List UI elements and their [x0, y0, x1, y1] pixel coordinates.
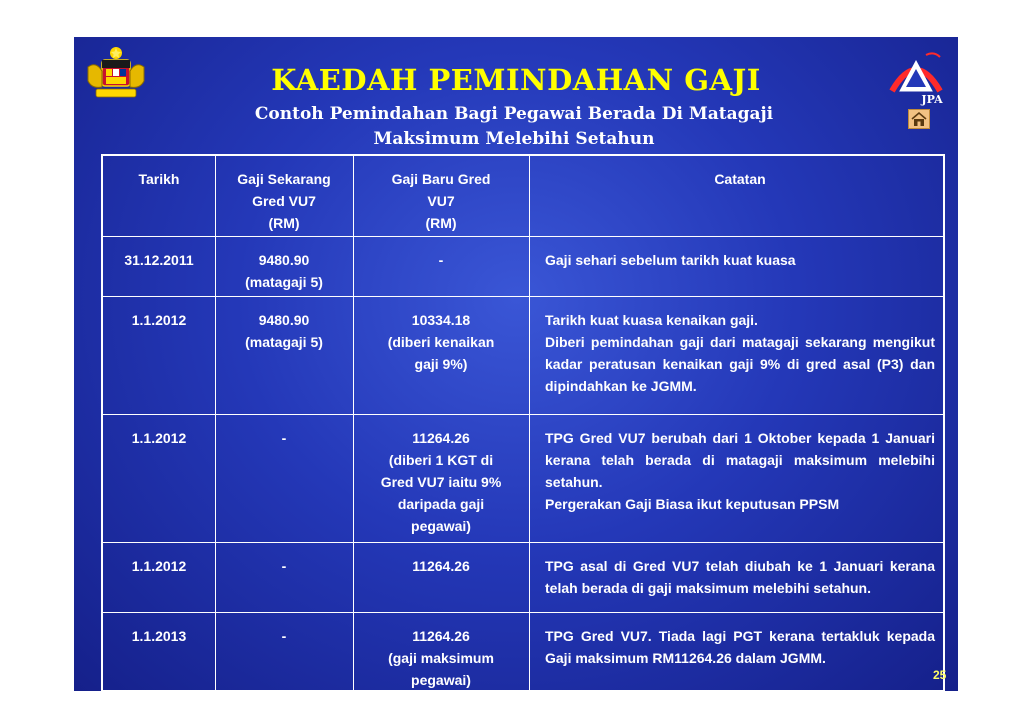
header-gaji-sekarang-l3: (RM): [268, 215, 300, 231]
subtitle-line-1: Contoh Pemindahan Bagi Pegawai Berada Di Matagaji: [254, 104, 774, 124]
cell-line: 11264.26: [412, 558, 470, 574]
cell-tarikh: 31.12.2011: [124, 252, 194, 268]
cell-line: TPG Gred VU7. Tiada lagi PGT kerana tertakluk kepada Gaji maksimum RM11264.26 dalam JGMM.: [545, 628, 935, 666]
cell-gaji-sekarang: [215, 297, 353, 415]
slide: [74, 37, 958, 691]
salary-table: [101, 154, 945, 692]
cell-catatan: [529, 415, 943, 543]
cell-line: 10334.18: [411, 312, 471, 328]
cell-line: daripada gaji: [397, 496, 485, 512]
header-gaji-baru-l2: VU7: [427, 193, 455, 209]
cell-line: (matagaji 5): [245, 334, 323, 350]
header-gaji-baru-l1: Gaji Baru Gred: [391, 171, 491, 187]
table-row: [103, 236, 943, 297]
cell-gaji-baru: [353, 613, 529, 691]
cell-line: -: [438, 252, 444, 268]
page-title: KAEDAH PEMINDAHAN GAJI: [271, 63, 761, 97]
cell-line: (matagaji 5): [245, 274, 323, 290]
cell-gaji-baru: [353, 543, 529, 613]
cell-line: (diberi kenaikan: [387, 334, 495, 350]
cell-line: TPG Gred VU7 berubah dari 1 Oktober kepada 1 Januari kerana telah berada di matagaji maksimum melebihi setahun.: [545, 430, 935, 490]
jpa-logo-text: JPA: [921, 93, 943, 106]
cell-line: Tarikh kuat kuasa kenaikan gaji.: [545, 312, 758, 328]
home-icon[interactable]: [908, 109, 930, 129]
cell-line: Diberi pemindahan gaji dari matagaji sekarang mengikut kadar peratusan kenaikan gaji 9% di gred asal (P3) dan dipindahkan ke JGMM.: [545, 334, 935, 394]
cell-line: TPG asal di Gred VU7 telah diubah ke 1 Januari kerana telah berada di gaji maksimum melebihi setahun.: [545, 558, 935, 596]
cell-tarikh: 1.1.2012: [131, 430, 187, 446]
cell-catatan: [529, 613, 943, 691]
header-catatan: Catatan: [714, 171, 766, 187]
cell-gaji-sekarang: [215, 237, 353, 297]
header-gaji-baru: [353, 156, 529, 236]
cell-catatan: [529, 237, 943, 297]
subtitle-line-2: Maksimum Melebihi Setahun: [373, 129, 655, 149]
cell-tarikh: 1.1.2013: [131, 628, 187, 644]
cell-tarikh: 1.1.2012: [131, 312, 187, 328]
cell-line: Gaji sehari sebelum tarikh kuat kuasa: [545, 252, 796, 268]
cell-line: pegawai): [411, 518, 471, 534]
page-subtitle: [204, 102, 824, 152]
table-row: [103, 542, 943, 613]
cell-gaji-sekarang: [215, 613, 353, 691]
cell-line: pegawai): [411, 672, 471, 688]
cell-gaji-baru: [353, 415, 529, 543]
header-gaji-sekarang-l2: Gred VU7: [252, 193, 316, 209]
cell-tarikh: 1.1.2012: [131, 558, 187, 574]
cell-line: -: [281, 430, 287, 446]
cell-line: 9480.90: [258, 252, 310, 268]
cell-line: Gred VU7 iaitu 9%: [380, 474, 502, 490]
cell-line: (diberi 1 KGT di: [388, 452, 494, 468]
table-row: [103, 612, 943, 691]
cell-line: 11264.26: [412, 628, 470, 644]
header-gaji-baru-l3: (RM): [425, 215, 457, 231]
cell-catatan: [529, 543, 943, 613]
table-header-row: [103, 156, 943, 236]
page-number: 25: [933, 668, 947, 682]
cell-gaji-sekarang: [215, 415, 353, 543]
cell-line: (gaji maksimum: [388, 650, 494, 666]
cell-gaji-sekarang: [215, 543, 353, 613]
cell-line: 11264.26: [412, 430, 470, 446]
cell-line: gaji 9%): [414, 356, 468, 372]
cell-gaji-baru: [353, 297, 529, 415]
cell-line: -: [281, 628, 287, 644]
cell-line: -: [281, 558, 287, 574]
header-tarikh: Tarikh: [138, 171, 180, 187]
table-row: [103, 296, 943, 415]
header-gaji-sekarang-l1: Gaji Sekarang: [237, 171, 331, 187]
cell-line: Pergerakan Gaji Biasa ikut keputusan PPSM: [545, 496, 840, 512]
table-row: [103, 414, 943, 543]
cell-catatan: [529, 297, 943, 415]
header-gaji-sekarang: [215, 156, 353, 236]
cell-line: 9480.90: [258, 312, 310, 328]
cell-gaji-baru: [353, 237, 529, 297]
